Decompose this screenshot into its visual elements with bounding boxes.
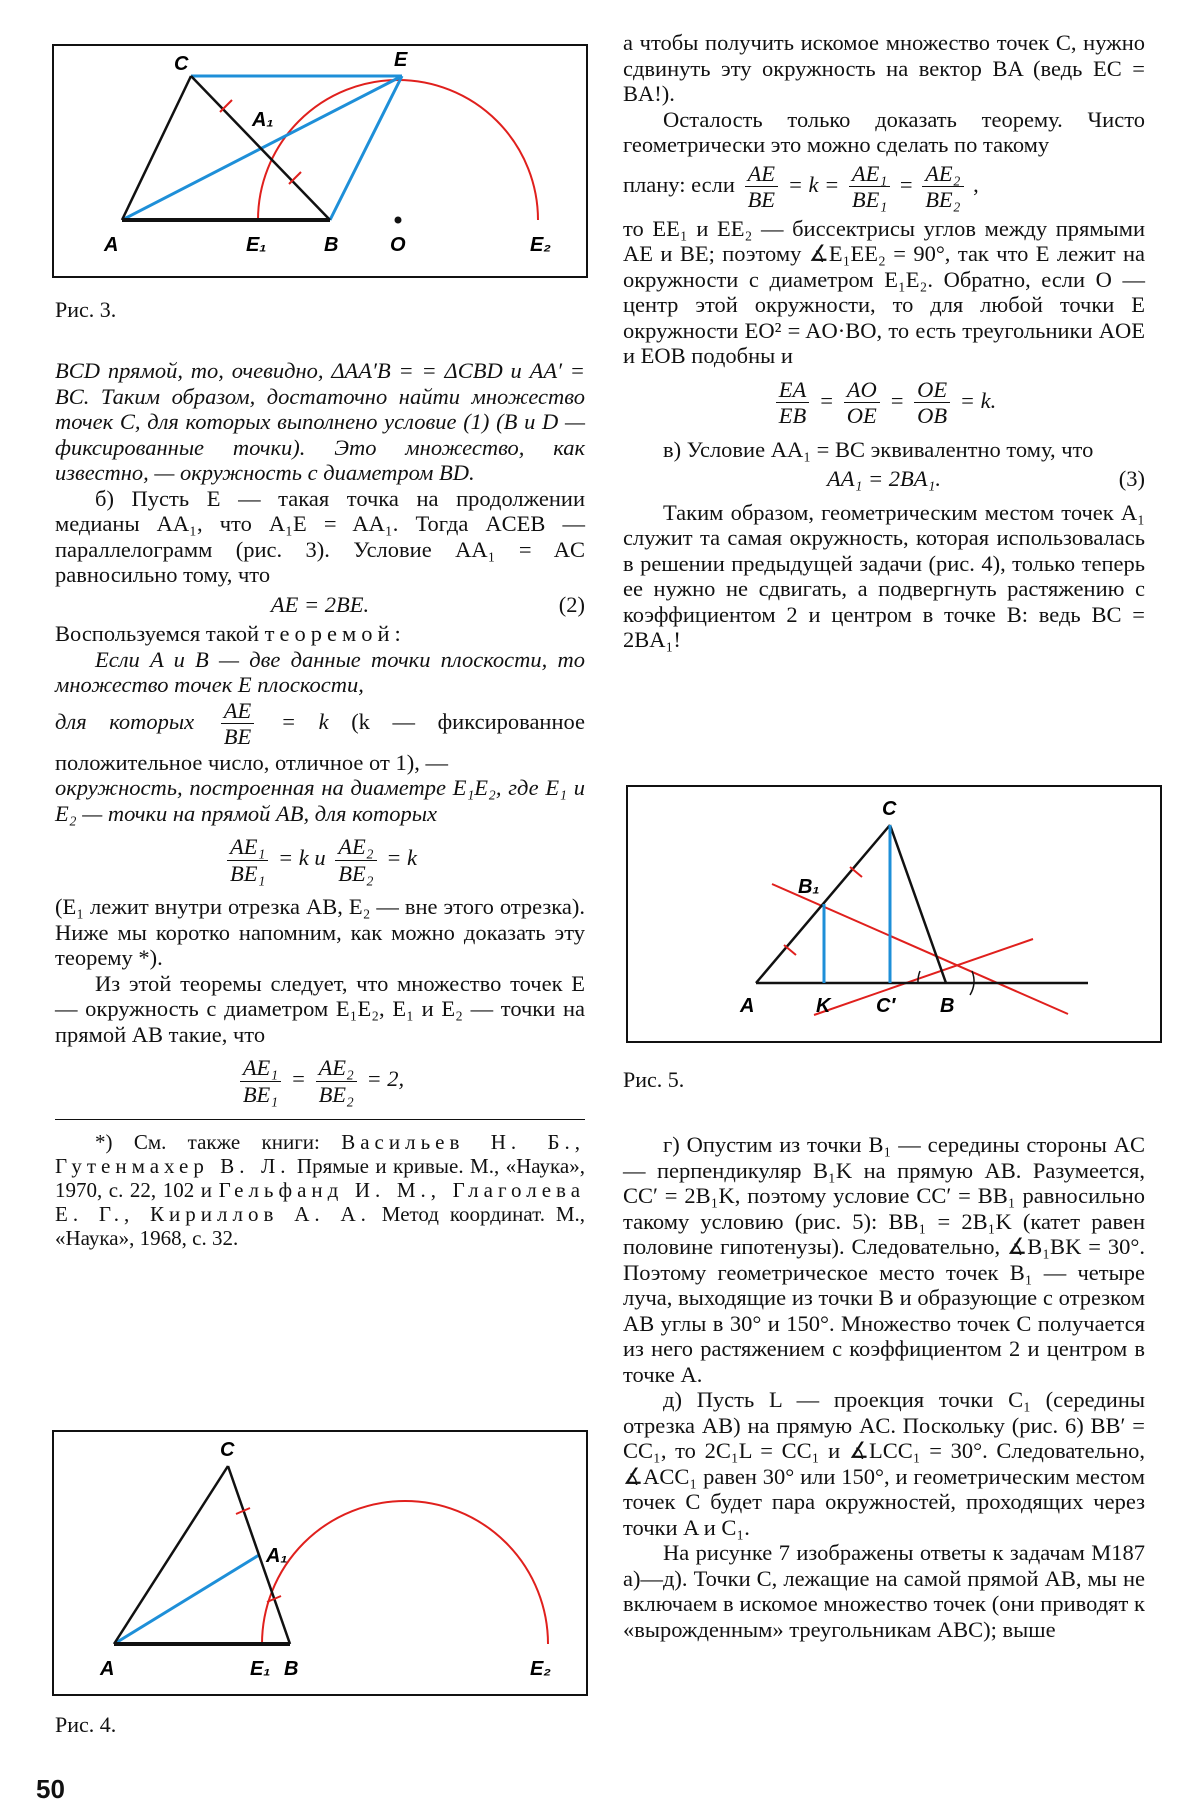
- left-eq2b-n1: AE₁: [240, 1055, 281, 1082]
- figure-3-drawing: [54, 46, 586, 276]
- right-eq-n1: EA: [776, 377, 810, 404]
- right-p3-n1: AE: [745, 161, 779, 188]
- fig5-line-cb: [890, 825, 946, 983]
- fig3-line-eb: [330, 76, 402, 220]
- right-p3-d3: BE₂: [925, 187, 961, 212]
- fig5-label-cprime: C′: [876, 995, 896, 1017]
- left-p3b: теоремой:: [264, 621, 406, 646]
- footnote-c: Прямые и кривые. М., «Наука», 1970, с. 22, 102 и: [55, 1154, 586, 1202]
- left-p5: [55, 698, 585, 776]
- page-number: 50: [36, 1774, 65, 1804]
- fig3-tick-1: [220, 100, 232, 112]
- right-p3-frac2: [849, 161, 890, 213]
- right-eq-ratio: [623, 377, 1145, 429]
- right-eq3-number: (3): [1118, 466, 1145, 491]
- left-column: [55, 358, 585, 1250]
- fig3-label-c: C: [174, 53, 189, 75]
- fig4-median: [114, 1555, 259, 1644]
- fig4-label-b: B: [284, 1658, 299, 1680]
- left-p5b: = k: [280, 708, 329, 734]
- left-eqk-frac2: [335, 834, 376, 886]
- figure-4: [52, 1430, 588, 1696]
- right-eq3-body: AA₁ = 2BA₁.: [827, 466, 941, 491]
- figure-3: [52, 44, 588, 278]
- figure-5-drawing: [628, 787, 1160, 1041]
- left-p7: (E₁ лежит внутри отрезка AB, E₂ — вне этого отрезка). Ниже мы коротко напомним, как можно доказать эту теорему *).: [55, 894, 585, 970]
- fig5-label-c: C: [882, 798, 897, 820]
- right-p3-frac3: [922, 161, 963, 213]
- left-p4: Если A и B — две данные точки плоскости, то множество точек E плоскости,: [55, 646, 585, 697]
- left-eq2b-mid: =: [290, 1066, 306, 1092]
- right-p3-n3: AE₂: [922, 161, 963, 188]
- left-eq2b-end: = 2,: [366, 1066, 405, 1092]
- fig3-point-o: [395, 217, 402, 224]
- left-eqk: [55, 834, 585, 886]
- right-p6: Таким образом, геометрическим местом точек A₁ служит та самая окружность, которая использовалась в решении предыдущей задачи (рис. 4), только теперь ее нужно не сдвигать, а подвергнуть растяжению с коэффициентом 2 и центром в точке B: ведь BC = 2BA₁!: [623, 499, 1145, 652]
- right-p3-end: ,: [973, 171, 979, 197]
- left-p6: окружность, построенная на диаметре E₁E₂, где E₁ и E₂ — точки на прямой AB, для которых: [55, 775, 585, 826]
- figure-3-caption: Рис. 3.: [55, 297, 117, 322]
- left-p3: [55, 621, 585, 647]
- left-p2: б) Пусть E — такая точка на продолжении медианы AA₁, что A₁E = AA₁. Тогда ACEB — параллелограмм (рис. 3). Условие AA₁ = AC равносильно тому, что: [55, 485, 585, 587]
- left-eqk-n2: AE₂: [335, 834, 376, 861]
- right-eq-m1: =: [818, 387, 835, 413]
- right-eq-d3: OB: [917, 403, 948, 428]
- right-eq-end: = k.: [959, 387, 997, 413]
- left-eqk-d2: BE₂: [338, 860, 374, 886]
- fig4-semicircle: [262, 1501, 548, 1644]
- right-eq3: [623, 466, 1145, 492]
- fig4-label-c: C: [220, 1439, 235, 1461]
- right-eq-d2: OE: [846, 403, 877, 428]
- fig5-label-a: A: [740, 995, 755, 1017]
- left-eq2b-d2: BE₂: [318, 1081, 354, 1107]
- left-eqk-mid: = k и: [277, 845, 326, 871]
- right-eq-frac1: [776, 377, 810, 429]
- right-p3: [623, 161, 1145, 213]
- left-eq2-number: (2): [558, 591, 585, 617]
- figure-4-drawing: [54, 1432, 586, 1694]
- right-p3-frac1: [745, 161, 779, 213]
- left-eqk-d1: BE₁: [230, 860, 266, 886]
- left-p1: BCD прямой, то, очевидно, ΔAA′B = = ΔCBD и AA′ = BC. Таким образом, достаточно найти множество точек C, для которых выполнено условие (1) (B и D — фиксированные точки). Это множество, как известно, — окружность с диаметром BD.: [55, 358, 585, 485]
- footnote: [55, 1130, 585, 1250]
- right-p5: в) Условие AA₁ = BC эквивалентно тому, что: [663, 436, 1094, 462]
- fig3-label-a1: A₁: [252, 109, 274, 131]
- left-p5a: для которых: [55, 708, 195, 734]
- fig5-label-b: B: [940, 995, 955, 1017]
- left-eq2b-frac1: [240, 1055, 281, 1107]
- figure-5: [626, 785, 1162, 1043]
- fig3-label-e2: E₂: [530, 234, 551, 256]
- left-eq2b: [55, 1055, 585, 1107]
- left-p5c: (k — фиксированное положительное число, отличное от 1), —: [55, 708, 586, 775]
- right-column-top: [623, 30, 1145, 653]
- fig5-angle-arc-1: [918, 971, 920, 983]
- fig3-semicircle: [258, 80, 538, 220]
- right-eq-d1: EB: [778, 403, 807, 428]
- left-p5-frac: [221, 698, 255, 750]
- fig4-label-e2: E₂: [530, 1658, 551, 1680]
- fig5-label-b1: B₁: [798, 876, 820, 898]
- fig3-label-a: A: [104, 234, 119, 256]
- right-p3-d1: BE: [747, 187, 776, 212]
- left-eq2b-d1: BE₁: [242, 1081, 279, 1107]
- left-eq2b-frac2: [316, 1055, 357, 1107]
- left-eqk-n1: AE₁: [227, 834, 268, 861]
- right-p4: то EE₁ и EE₂ — биссектрисы углов между прямыми AE и BE; поэтому ∡E₁EE₂ = 90°, так что E лежит на окружности с диаметром E₁E₂. Обратно, если O — центр этой окружности, то для любой точки E окружности EO² = AO·BO, то есть треугольники AOE и EOB подобны и: [623, 215, 1145, 368]
- footnote-rule: [55, 1119, 585, 1120]
- right-p1: а чтобы получить искомое множество точек C, нужно сдвинуть эту окружность на вектор BA (ведь EC = BA!).: [623, 30, 1145, 106]
- right-eq-m2: =: [889, 387, 905, 413]
- fig3-label-e: E: [394, 49, 408, 71]
- right-p3-eq: =: [899, 171, 913, 197]
- figure-4-caption: Рис. 4.: [55, 1712, 117, 1737]
- left-p3a: Воспользуемся такой: [55, 621, 260, 646]
- right-eq-frac2: [844, 377, 880, 429]
- left-p5-frac-d: BE: [223, 724, 252, 749]
- left-eqk-frac1: [227, 834, 268, 886]
- left-eqk-end: = k: [386, 845, 417, 871]
- footnote-b: Васильев Н. Б., Гутенмахер В. Л.: [55, 1130, 586, 1178]
- fig4-line-ca: [114, 1466, 228, 1644]
- fig3-line-ca: [122, 76, 191, 220]
- footnote-d: Гельфанд И. М., Глаголева Е. Г., Кириллов А. А.: [55, 1178, 586, 1226]
- right-p7: г) Опустим из точки B₁ — середины стороны AC — перпендикуляр B₁K на прямую AB. Разумеется, CC′ = 2B₁K, поэтому условие CC′ = BB₁ равносильно такому условию (рис. 5): BB₁ = 2B₁K (катет равен половине гипотенузы). Следовательно, ∡B₁BK = 30°. Поэтому геометрическое место точек B₁ — четыре луча, выходящие из точки B и образующие с отрезком AB углы в 30° и 150°. Множество точек C получается из него растяжением с коэффициентом 2 и центром в точке A.: [623, 1132, 1145, 1387]
- fig4-label-a: A: [100, 1658, 115, 1680]
- right-eq-n3: OE: [914, 377, 950, 404]
- left-eq2b-n2: AE₂: [316, 1055, 357, 1082]
- right-p9: На рисунке 7 изображены ответы к задачам М187 а)—д). Точки C, лежащие на самой прямой AB, мы не включаем в искомое множество точек (они приводят к «вырожденным» треугольникам ABC); выше: [623, 1540, 1145, 1642]
- right-p8: д) Пусть L — проекция точки C₁ (середины отрезка AB) на прямую AC. Поскольку (рис. 6) BB′ = CC₁, то 2C₁L = CC₁ и ∡LCC₁ = 30°. Следовательно, ∡ACC₁ равен 30° или 150°, и геометрическим местом точек C будет пара окружностей, проходящих через точки A и C₁.: [623, 1387, 1145, 1540]
- right-p3-mid: = k =: [787, 171, 840, 197]
- fig5-label-k: K: [816, 995, 831, 1017]
- fig5-tick-2: [784, 945, 796, 955]
- right-column-bottom: [623, 1132, 1145, 1642]
- right-eq-n2: AO: [844, 377, 880, 404]
- fig5-angle-arc-3: [970, 983, 974, 995]
- right-p3-d2: BE₁: [851, 187, 888, 212]
- figure-5-caption: Рис. 5.: [623, 1067, 685, 1092]
- fig3-label-o: O: [390, 234, 406, 256]
- footnote-e: Метод координат. М., «Наука», 1968, с. 32.: [55, 1202, 586, 1250]
- fig3-label-e1: E₁: [246, 234, 267, 256]
- fig3-label-b: B: [324, 234, 339, 256]
- left-eq2: [55, 592, 585, 618]
- fig4-label-a1: A₁: [266, 1545, 288, 1567]
- right-p3-n2: AE₁: [849, 161, 890, 188]
- fig4-label-e1: E₁: [250, 1658, 271, 1680]
- left-p5-frac-n: AE: [221, 698, 255, 725]
- left-p8: Из этой теоремы следует, что множество точек E — окружность с диаметром E₁E₂, E₁ и E₂ — точки на прямой AB такие, что: [55, 970, 585, 1047]
- right-p3a: плану: если: [623, 171, 735, 197]
- right-p2: Осталость только доказать теорему. Чисто геометрически это можно сделать по такому: [623, 106, 1145, 157]
- left-eq2-body: AE = 2BE.: [270, 591, 370, 617]
- fig5-tick-1: [850, 867, 862, 877]
- footnote-a: *) См. также книги:: [95, 1130, 320, 1154]
- right-eq-frac3: [914, 377, 950, 429]
